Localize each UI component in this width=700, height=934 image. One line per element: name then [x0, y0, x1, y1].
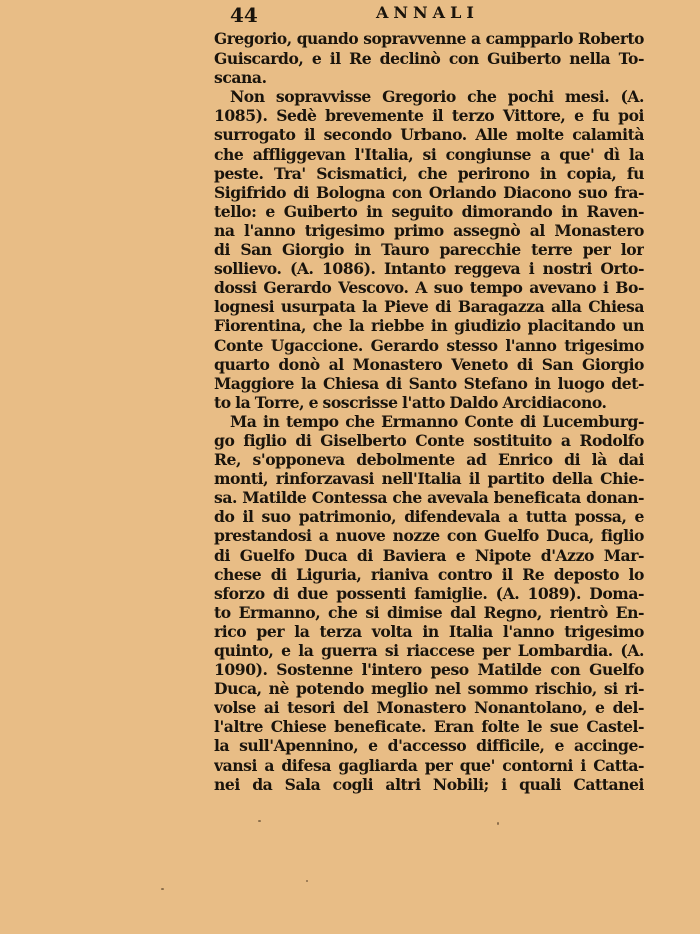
paper-speck — [258, 820, 261, 822]
text-line: Guiscardo, e il Re declinò con Guiberto nella To- — [214, 49, 644, 69]
text-line: lognesi usurpata la Pieve di Baragazza alla Chiesa — [214, 297, 644, 317]
text-line: che affliggevan l'Italia, si congiunse a que' dì la — [214, 144, 644, 164]
text-line: di Guelfo Duca di Baviera e Nipote d'Azzo Mar- — [214, 545, 644, 565]
text-line: Gregorio, quando sopravvenne a campparlo Roberto — [214, 30, 644, 48]
text-line: surrogato il secondo Urbano. Alle molte calamità — [214, 125, 644, 145]
text-line: go figlio di Giselberto Conte sostituito a Rodolfo — [214, 430, 644, 450]
text-line: di San Giorgio in Tauro parecchie terre per lor — [214, 240, 644, 260]
text-line: Fiorentina, che la riebbe in giudizio placitando un — [214, 316, 644, 336]
text-line: sa. Matilde Contessa che avevala beneficata donan- — [214, 488, 644, 508]
text-line: volse ai tesori del Monastero Nonantolano, e del- — [214, 698, 644, 718]
text-line: sforzo di due possenti famiglie. (A. 1089). Doma- — [214, 583, 644, 603]
text-line: prestandosi a nuove nozze con Guelfo Duca, figlio — [214, 526, 644, 546]
text-line: to la Torre, e soscrisse l'atto Daldo Arcidiacono. — [214, 392, 607, 412]
text-line: chese di Liguria, rianiva contro il Re deposto lo — [214, 564, 644, 584]
text-line: do il suo patrimonio, difendevala a tutta possa, e — [214, 507, 644, 527]
text-line: rico per la terza volta in Italia l'anno trigesimo — [214, 621, 644, 641]
book-page — [214, 0, 644, 794]
text-line: l'altre Chiese beneficate. Eran folte le sue Castel- — [214, 717, 644, 737]
page-number: 44 — [230, 3, 258, 27]
text-line: 1085). Sedè brevemente il terzo Vittore, e fu poi — [214, 106, 644, 126]
body-text — [214, 30, 644, 794]
running-title: ANNALI — [376, 3, 479, 22]
paper-speck — [161, 888, 164, 890]
text-line: Duca, nè potendo meglio nel sommo rischio, si ri- — [214, 679, 644, 699]
text-line: nei da Sala cogli altri Nobili; i quali Cattanei — [214, 774, 644, 794]
page-header — [214, 0, 644, 30]
text-line: na l'anno trigesimo primo assegnò al Monastero — [214, 220, 644, 240]
text-line: Conte Ugaccione. Gerardo stesso l'anno trigesimo — [214, 335, 644, 355]
text-line: vansi a difesa gagliarda per que' contorni i Catta- — [214, 755, 644, 775]
text-line: monti, rinforzavasi nell'Italia il partito della Chie- — [214, 469, 644, 489]
text-line: scana. — [214, 68, 267, 88]
text-line: quinto, e la guerra si riaccese per Lombardia. (A. — [214, 641, 644, 660]
text-line: to Ermanno, che si dimise dal Regno, rientrò En- — [214, 602, 644, 622]
paper-speck — [306, 880, 308, 882]
text-line: peste. Tra' Scismatici, che perirono in copia, fu — [214, 163, 644, 183]
text-line: dossi Gerardo Vescovo. A suo tempo avevano i Bo- — [214, 278, 644, 298]
paper-speck — [497, 822, 499, 825]
text-line: Maggiore la Chiesa di Santo Stefano in luogo det- — [214, 373, 644, 393]
text-line: sollievo. (A. 1086). Intanto reggeva i nostri Orto- — [214, 259, 644, 279]
text-line: 1090). Sostenne l'intero peso Matilde con Guelfo — [214, 660, 644, 680]
text-line: Re, s'opponeva debolmente ad Enrico di là dai — [214, 450, 644, 470]
text-line: tello: e Guiberto in seguito dimorando in Raven- — [214, 201, 644, 221]
text-line: Sigifrido di Bologna con Orlando Diacono suo fra- — [214, 182, 644, 202]
text-line: Ma in tempo che Ermanno Conte di Lucemburg- — [230, 411, 644, 431]
text-line: Non sopravvisse Gregorio che pochi mesi. (A. — [230, 87, 644, 107]
text-line: quarto donò al Monastero Veneto di San Giorgio — [214, 354, 644, 374]
text-line: la sull'Apennino, e d'accesso difficile, e accinge- — [214, 736, 644, 756]
